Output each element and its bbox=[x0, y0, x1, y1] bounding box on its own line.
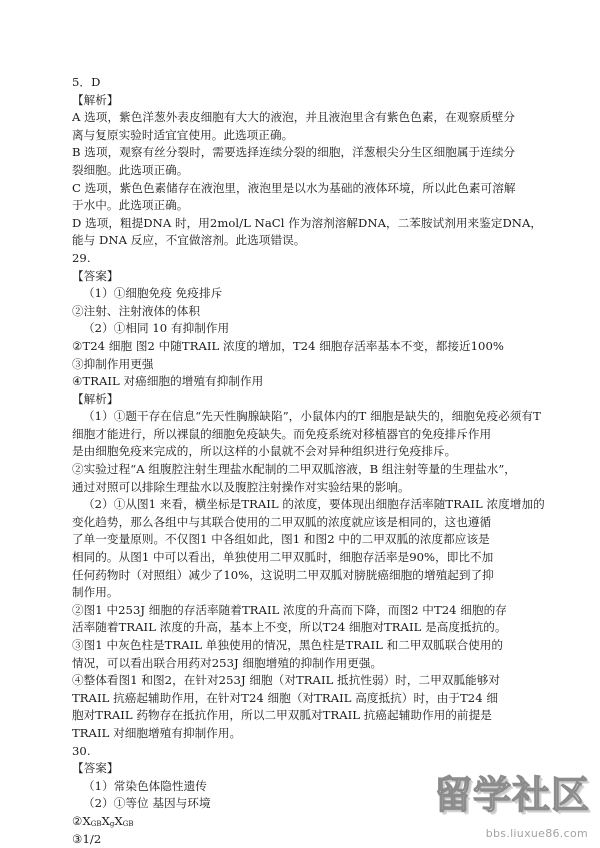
q28-option-c-line1: C 选项，紫色色素储存在液泡里，液泡里是以水为基础的液体环境，所以此色素可溶解 bbox=[72, 180, 516, 195]
q29-analysis-line: 活率随着TRAIL 浓度的升高，基本上不变，所以T24 细胞对TRAIL 是高度抵抗的。 bbox=[72, 620, 507, 635]
q29-analysis-line: 相同的。从图1 中可以看出，单独使用二甲双胍时，细胞存活率是90%，即比不加 bbox=[72, 550, 494, 565]
q28-option-b-line2: 裂细胞。此选项正确。 bbox=[72, 162, 189, 177]
q28-option-b-line1: B 选项，观察有丝分裂时，需要选择连续分裂的细胞，洋葱根尖分生区细胞属于连续分 bbox=[72, 145, 516, 160]
q30-answer-label: 【答案】 bbox=[72, 761, 119, 776]
q29-answer-line: ③抑制作用更强 bbox=[72, 356, 154, 371]
q29-analysis-line: ②图1 中253J 细胞的存活率随着TRAIL 浓度的升高而下降，而图2 中T24 细胞的存 bbox=[72, 602, 507, 617]
genotype-x-gb: $X_{GB}$ bbox=[82, 813, 102, 828]
q29-answer-line: ④TRAIL 对癌细胞的增殖有抑制作用 bbox=[72, 374, 264, 389]
q29-analysis-line: TRAIL 对细胞增殖有抑制作用。 bbox=[72, 725, 242, 740]
q29-analysis-line: 胞对TRAIL 药物存在抵抗作用，所以二甲双胍对TRAIL 抗癌起辅助作用的前提是 bbox=[72, 708, 492, 723]
q30-genotype-prefix: ② bbox=[72, 813, 83, 828]
watermark-url: bbs.liuxue86.com bbox=[485, 827, 588, 840]
answer-document bbox=[72, 74, 545, 848]
q29-analysis-line: 变化趋势，那么各组中与其联合使用的二甲双胍的浓度就应该是相同的，这也遵循 bbox=[72, 514, 492, 529]
genotype-x-g: $X_g$ bbox=[101, 813, 115, 828]
q28-answer: 5．D bbox=[72, 75, 101, 89]
q29-answer-line: ②T24 细胞 图2 中随TRAIL 浓度的增加，T24 细胞存活率基本不变，都接近100% bbox=[72, 338, 504, 353]
q28-option-d-line2: 能与 DNA 反应，不宜做溶剂。此选项错误。 bbox=[72, 233, 306, 248]
q29-answer-line: ②注射、注射液体的体积 bbox=[72, 303, 201, 318]
q29-analysis-line: ④整体看图1 和图2，在针对253J 细胞（对TRAIL 抵抗性弱）时，二甲双胍能够对 bbox=[72, 673, 501, 688]
q30-answer-line: （2）①等位 基因与环境 bbox=[83, 796, 211, 811]
q29-analysis-line: ③图1 中灰色柱是TRAIL 单独使用的情况，黑色柱是TRAIL 和二甲双胍联合使用的 bbox=[72, 638, 504, 652]
q29-analysis-line: 通过对照可以排除生理盐水以及腹腔注射操作对实验结果的影响。 bbox=[72, 479, 410, 494]
q30-number: 30. bbox=[72, 743, 91, 758]
q29-analysis-line: 了单一变量原则。不仅图1 中各组如此，图1 和图2 中的二甲双胍的浓度都应该是 bbox=[72, 532, 490, 547]
q29-analysis-line: 情况，可以看出联合用药对253J 细胞增殖的抑制作用更强。 bbox=[72, 655, 383, 670]
q29-analysis-line: 细胞才能进行，所以裸鼠的细胞免疫缺失。而免疫系统对移植器官的免疫排斥作用 bbox=[72, 426, 492, 441]
q28-option-c-line2: 于水中。此选项正确。 bbox=[72, 198, 189, 213]
q30-answer-line: ③1/2 bbox=[72, 831, 102, 846]
q28-option-a-line2: 离与复原实验时适宜宜使用。此选项正确。 bbox=[72, 127, 294, 142]
q28-option-a-line1: A 选项，紫色洋葱外表皮细胞有大大的液泡，并且液泡里含有紫色色素，在观察质壁分 bbox=[72, 110, 515, 125]
site-watermark-logo bbox=[420, 762, 590, 842]
q29-analysis-line: ②实验过程“A 组腹腔注射生理盐水配制的二甲双胍溶液，B 组注射等量的生理盐水”， bbox=[72, 462, 516, 477]
q30-answer-line: （1）常染色体隐性遗传 bbox=[83, 778, 207, 793]
watermark-title: 留学社区 bbox=[433, 773, 590, 817]
q29-answer-line: （2）①相同 10 有抑制作用 bbox=[83, 321, 230, 336]
q29-analysis-line: 制作用。 bbox=[72, 585, 119, 600]
q29-analysis-line: 任何药物时（对照组）减少了10%，这说明二甲双胍对膀胱癌细胞的增殖起到了抑 bbox=[72, 567, 494, 582]
q29-number: 29. bbox=[72, 250, 91, 265]
q28-analysis-label: 【解析】 bbox=[72, 92, 119, 107]
q29-analysis-line: （1）①题干存在信息“先天性胸腺缺陷”，小鼠体内的T 细胞是缺失的，细胞免疫必须有T bbox=[83, 409, 541, 424]
q29-analysis-line: 是由细胞免疫来完成的，所以这样的小鼠就不会对异种组织进行免疫排斥。 bbox=[72, 444, 457, 459]
q29-answer-label: 【答案】 bbox=[72, 268, 119, 283]
genotype-x-gb: $X_{GB}$ bbox=[114, 813, 134, 828]
q29-analysis-label: 【解析】 bbox=[72, 391, 119, 406]
q29-analysis-line: （2）①从图1 来看，横坐标是TRAIL 的浓度，要体现出细胞存活率随TRAIL 浓度增加的 bbox=[83, 497, 545, 512]
q29-answer-line: （1）①细胞免疫 免疫排斥 bbox=[83, 286, 223, 301]
q29-analysis-line: TRAIL 抗癌起辅助作用，在针对T24 细胞（对TRAIL 高度抵抗）时，由于T24 细 bbox=[72, 690, 499, 705]
q28-option-d-line1: D 选项，粗提DNA 时，用2mol/L NaCl 作为溶剂溶解DNA，二苯胺试剂用来鉴定DNA， bbox=[72, 215, 543, 230]
